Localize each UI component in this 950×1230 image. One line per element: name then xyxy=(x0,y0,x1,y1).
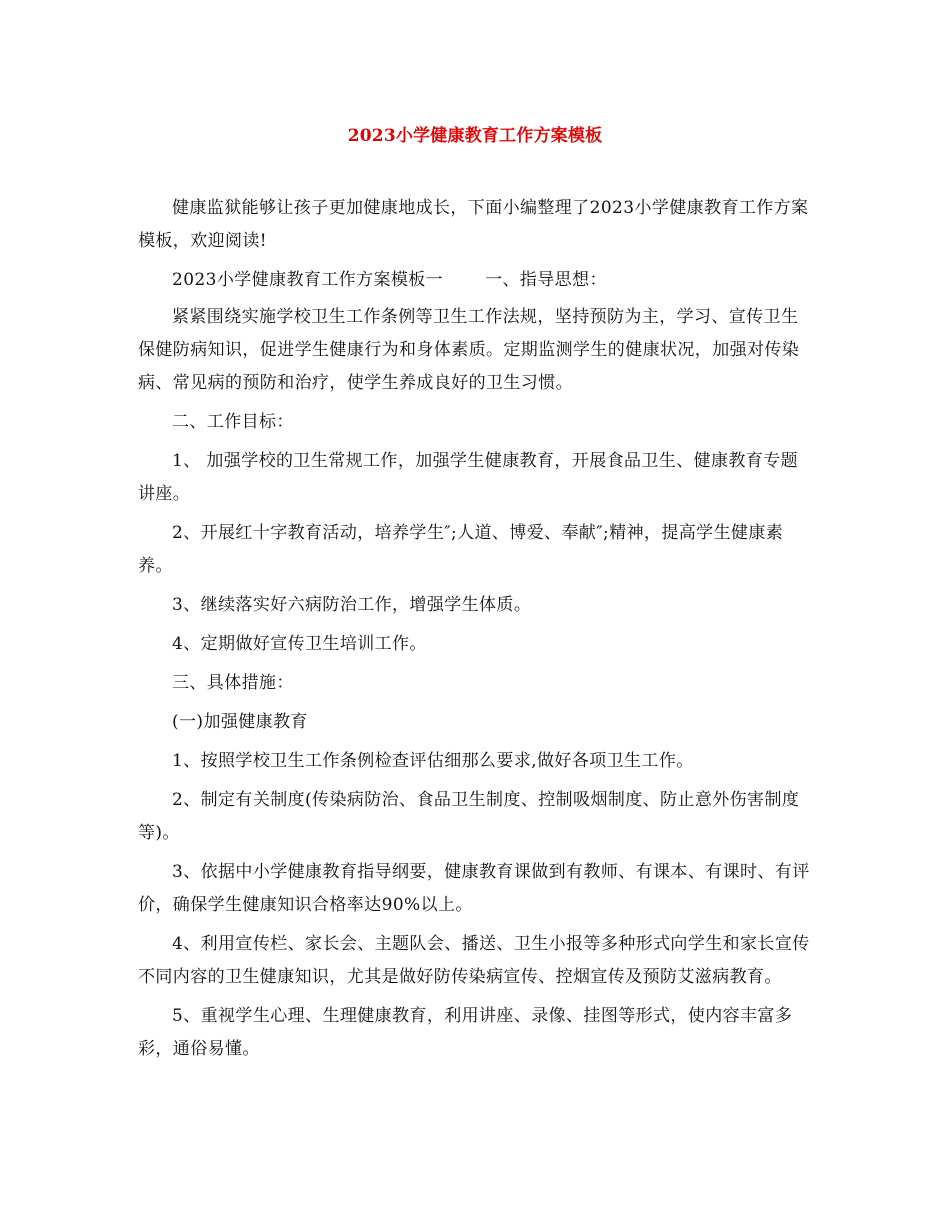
goal-item-1: 1、 加强学校的卫生常规工作，加强学生健康教育，开展食品卫生、健康教育专题讲座。 xyxy=(138,451,799,504)
goal-item-3: 3、继续落实好六病防治工作，增强学生体质。 xyxy=(172,595,532,615)
template-subtitle: 2023小学健康教育工作方案模板一 xyxy=(172,270,444,290)
measure-item-2: 2、制定有关制度(传染病防治、食品卫生制度、控制吸烟制度、防止意外伤害制度等)。 xyxy=(138,790,800,843)
heading-guiding-ideology: 一、指导思想： xyxy=(485,270,607,290)
guiding-ideology-paragraph: 紧紧围绕实施学校卫生工作条例等卫生工作法规，坚持预防为主，学习、宣传卫生保健防病知识，促进学生健康行为和身体素质。定期监测学生的健康状况，加强对传染病、常见病的预防和治疗，使学生养成良好的卫生习惯。 xyxy=(138,307,800,393)
heading-work-goals: 二、工作目标： xyxy=(172,412,294,432)
document-body xyxy=(138,192,813,1072)
goal-item-2: 2、开展红十字教育活动，培养学生″;人道、博爱、奉献″;精神，提高学生健康素养。 xyxy=(138,523,784,576)
subheading-strengthen-health-education: (一)加强健康教育 xyxy=(172,712,308,732)
measure-item-5: 5、重视学生心理、生理健康教育，利用讲座、录像、挂图等形式，使内容丰富多彩，通俗易懂。 xyxy=(138,1006,793,1059)
measure-item-3: 3、依据中小学健康教育指导纲要，健康教育课做到有教师、有课本、有课时、有评价，确保学生健康知识合格率达90%以上。 xyxy=(138,862,810,915)
goal-item-4: 4、定期做好宣传卫生培训工作。 xyxy=(172,634,427,654)
measure-item-1: 1、按照学校卫生工作条例检查评估细那么要求,做好各项卫生工作。 xyxy=(172,751,694,771)
document-title: 2023小学健康教育工作方案模板 xyxy=(347,126,603,146)
heading-specific-measures: 三、具体措施： xyxy=(172,673,294,693)
section-heading-line xyxy=(138,264,813,297)
measure-item-4: 4、利用宣传栏、家长会、主题队会、播送、卫生小报等多种形式向学生和家长宣传不同内容的卫生健康知识，尤其是做好防传染病宣传、控烟宣传及预防艾滋病教育。 xyxy=(138,934,810,987)
intro-paragraph: 健康监狱能够让孩子更加健康地成长，下面小编整理了2023小学健康教育工作方案模板，欢迎阅读! xyxy=(138,198,809,251)
